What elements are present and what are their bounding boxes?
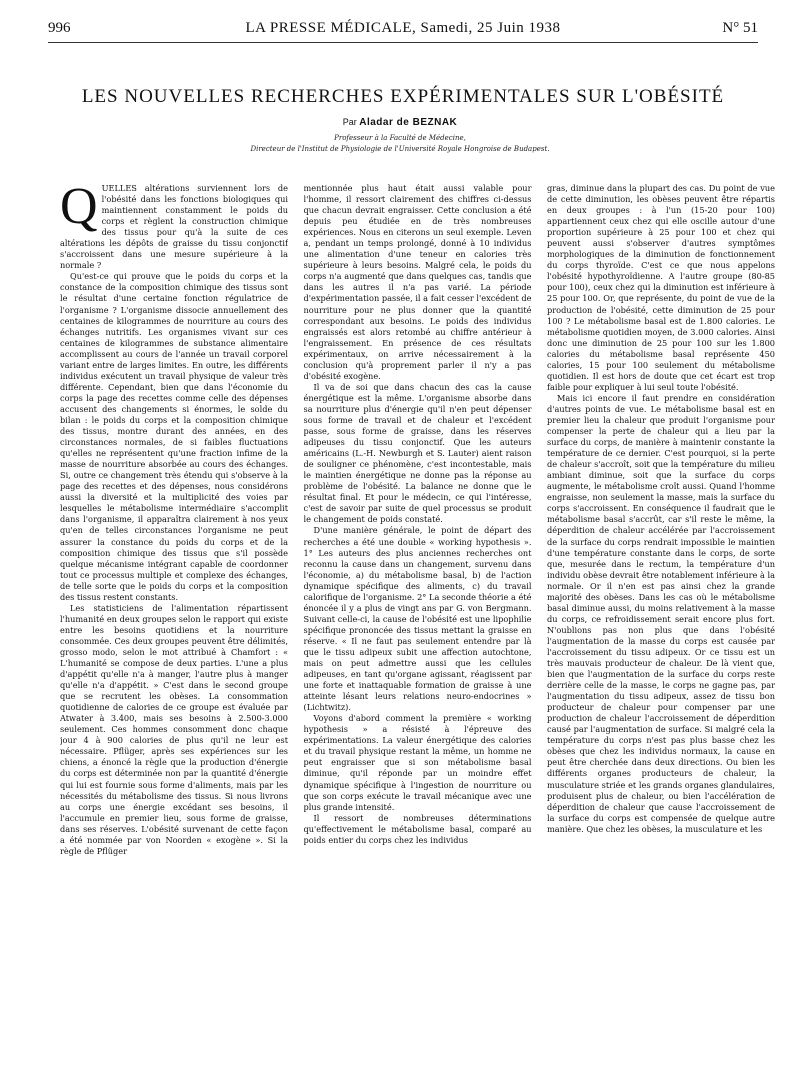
drop-cap: Q bbox=[60, 183, 98, 235]
paragraph: Qu'est-ce qui prouve que le poids du corps et la constance de la composition chimique des tissus sont le résultat d'une certaine fonction régulatrice de l'organisme ? L'organisme dissocie annuellement des centaines de kilogrammes de nourriture au cours des échanges nutritifs. Les organismes vivant sur ces centaines de kilogrammes de substance alimentaire accomplissent au cours de l'année un travail corporel variant entre de larges limites. En outre, les différents individus exécutent un travail physique de valeur très différente. Cependant, bien que dans l'économie du corps la page des recettes comme celle des dépenses accusent des changements si énormes, le solde du bilan : le poids du corps et la composition chimique des tissus, montre durant des années, en des circonstances normales, de si faibles fluctuations qu'elles ne représentent qu'une fraction infime de la masse de nourriture absorbée au cours des échanges. Si, outre ce changement très étendu qui s'observe à la page des recettes et des dépenses, nous considérons aussi la diversité et la multiplicité des voies par lesquelles le métabolisme intermédiaire s'accomplit dans l'organisme, il apparaîtra clairement à nos yeux qu'en de telles circonstances l'organisme ne peut assurer la constance du poids du corps et de la composition chimique des tissus que s'il possède quelque mécanisme intégrant capable de coordonner tout ce processus multiple et complexe des échanges, de telle sorte que le poids du corps et la composition des tissus restent constants. bbox=[60, 271, 288, 602]
page-number: 996 bbox=[48, 20, 71, 36]
author-name: Aladar de BEZNAK bbox=[359, 117, 458, 128]
paragraph: gras, diminue dans la plupart des cas. Du point de vue de cette diminution, les obèses peuvent être répartis en deux groupes : à l'un (15-20 pour 100) appartiennent ceux chez qui elle oscille autour d'une proportion supérieure à 25 pour 100 et chez qui peuvent aussi s'observer d'autres symptômes morphologiques de la diminution de fonctionnement du corps thyroïde. C'est ce que nous appelons l'obésité hypothyroïdienne. A l'autre groupe (80-85 pour 100), ceux chez qui la diminution est inférieure à 25 pour 100. Or, que représente, du point de vue de la production de l'obésité, cette diminution de 25 pour 100 ? Le métabolisme basal est de 1.800 calories. Le métabolisme quotidien moyen, de 3.000 calories. Ainsi donc une diminution de 25 pour 100 sur les 1.800 calories du métabolisme basal représente 450 calories, 15 pour 100 seulement du métabolisme quotidien. Il est hors de doute que cet écart est trop faible pour expliquer à lui seul toute l'obésité. bbox=[547, 183, 775, 392]
running-header bbox=[48, 20, 758, 43]
affiliation-line-1: Professeur à la Faculté de Médecine, bbox=[334, 134, 466, 142]
paragraph: Il va de soi que dans chacun des cas la cause énergétique est la même. L'organisme absorbe dans sa nourriture plus d'énergie qu'il n'en peut dépenser sous forme de travail et de chaleur et l'excédent passe, sous forme de graisse, dans les réserves adipeuses du tissu conjonctif. Que les auteurs américains (L.-H. Newburgh et S. Lauter) aient raison de souligner ce phénomène, c'est incontestable, mais le maintien énergétique ne donne pas la réponse au problème de l'obésité. La balance ne donne que le résultat final. Et pour le médecin, ce qui l'intéresse, c'est de savoir par suite de quel processus se produit le changement de poids constaté. bbox=[303, 381, 532, 525]
paragraph: UELLES altérations surviennent lors de l'obésité dans les fonctions biologiques qui maintiennent constamment le poids du corps et règlent la construction chimique des tissus pour qu'à la suite de ces altérations les dépôts de graisse du tissu conjonctif s'accroissent dans une mesure supérieure à la normale ? bbox=[60, 183, 288, 271]
column-2 bbox=[304, 183, 532, 1068]
column-1 bbox=[60, 183, 288, 1068]
paragraph: Voyons d'abord comment la première « working hypothesis » a résisté à l'épreuve des expérimentations. La valeur énergétique des calories et du travail physique restant la même, un homme ne peut engraisser que si son métabolisme basal diminue, qu'il réponde par un moindre effet dynamique spécifique à l'ingestion de nourriture ou que son corps exécute le travail mécanique avec une plus grande intensité. bbox=[303, 713, 532, 812]
paragraph: mentionnée plus haut était aussi valable pour l'homme, il ressort clairement des chiffres ci-dessus que chacun devrait engraisser. Cette conclusion a été depuis peu étudiée en de très nombreuses expériences. Nous en citerons un seul exemple. Leven a, pendant un temps prolongé, donné à 10 individus une alimentation d'une teneur en calories très supérieure à leurs besoins. Malgré cela, le poids du corps n'a augmenté que dans quelques cas, tandis que dans les autres il n'a pas varié. La période d'expérimentation passée, il a fait cesser l'excédent de nourriture pour ne plus donner que la quantité correspondant aux besoins. Le poids des individus engraissés est alors retombé au chiffre antérieur à l'engraissement. En présence de ces résultats expérimentaux, on arrive nécessairement à la conclusion qu'à proprement parler il n'y a pas d'obésité exogène. bbox=[303, 183, 532, 381]
paragraph: D'une manière générale, le point de départ des recherches a été une double « working hypothesis ». 1° Les auteurs des plus anciennes recherches ont reconnu la cause dans un changement, survenu dans l'économie, a) du métabolisme basal, b) de l'action dynamique spécifique des aliments, c) du travail calorifique de l'organisme. 2° La seconde théorie a été énoncée il y a plus de vingt ans par G. von Bergmann. Suivant celle-ci, la cause de l'obésité est une lipophilie spécifique prononcée des tissus mettant la graisse en réserve. « Il ne faut pas seulement entendre par là que le tissu adipeux subit une affection autochtone, mais on peut admettre aussi que les cellules adipeuses, en tant qu'organe agissant, réagissent par une forte et inattaquable formation de graisse à une atteinte lésant leurs relations neuro-endocrines » (Lichtwitz). bbox=[303, 525, 532, 713]
column-3 bbox=[547, 183, 775, 1068]
issue-number: N° 51 bbox=[722, 20, 758, 36]
paragraph: Il ressort de nombreuses déterminations qu'effectivement le métabolisme basal, comparé au poids entier du corps chez les individus bbox=[303, 812, 532, 845]
paragraph: Mais ici encore il faut prendre en considération d'autres points de vue. Le métabolisme basal est en premier lieu la chaleur que produit l'organisme pour compenser la perte de chaleur qui a lieu par la surface du corps, de manière à maintenir constante la température de ce dernier. C'est pourquoi, si la perte de chaleur s'accroît, soit que la température du milieu ambiant diminue, soit que la surface du corps augmente, le métabolisme croît aussi. Quand l'homme engraisse, non seulement la masse, mais la surface du corps s'accroissent. En conséquence il faudrait que le métabolisme basal s'accrût, car s'il reste le même, la déperdition de chaleur accélérée par l'accroissement de la surface du corps rendrait impossible le maintien d'une température constante dans le corps, de sorte que, mesurée dans le rectum, la température d'un individu obèse devrait être notablement inférieure à la normale. Or il n'en est pas ainsi chez la grande majorité des obèses. Dans les cas où le métabolisme basal diminue aussi, du moins relativement à la masse du corps, ce refroidissement serait encore plus fort. N'oublions pas non plus que dans l'obésité l'augmentation de la masse du corps est causée par l'accroissement du tissu adipeux. Or ce tissu est un très mauvais producteur de chaleur. De là vient que, bien que l'augmentation de la surface du corps reste derrière celle de la masse, le corps ne gagne pas, par l'augmentation du tissu adipeux, assez de tissu bon producteur de chaleur pour compenser par une production de chaleur l'accroissement de déperdition causé par l'augmentation de surface. Si malgré cela la température du corps n'est pas plus basse chez les obèses que chez les individus normaux, la cause en peut être cherchée dans deux directions. Ou bien les différents organes producteurs de chaleur, la musculature striée et les grands organes glandulaires, produisent plus de chaleur, ou bien l'accélération de déperdition de chaleur que cause l'accroissement de la surface du corps est compensée de quelque autre manière. Que chez les obèses, la musculature et les bbox=[547, 392, 775, 834]
paragraph: Les statisticiens de l'alimentation répartissent l'humanité en deux groupes selon le rapport qui existe entre les besoins quotidiens et la nourriture consommée. Ces deux groupes peuvent être délimités, grosso modo, selon le mot attribué à Chamfort : « L'humanité se compose de deux parties. L'une a plus d'appétit qu'elle n'a à manger, l'autre plus à manger qu'elle n'a d'appétit. » C'est dans le second groupe que se recrutent les obèses. La consommation quotidienne de calories de ce groupe est évaluée par Atwater à 3.400, mais ses besoins à 2.500-3.000 seulement. Ces hommes consomment donc chaque jour 4 à 900 calories de plus qu'il ne leur est nécessaire. Pflüger, après ses expériences sur les chiens, a énoncé la règle que la production d'énergie du corps est déterminée non par la quantité d'énergie qui lui est fournie sous forme d'aliments, mais par les nécessités du métabolisme des tissus. Si nous livrons au corps une énergie excédant ses besoins, il l'accumule en premier lieu, sous forme de graisse, dans ses réserves. L'obésité survenant de cette façon a été nommée par von Noorden « exogène ». Si la règle de Pflüger bbox=[60, 602, 288, 856]
author-prefix: Par bbox=[342, 117, 357, 127]
article-title: LES NOUVELLES RECHERCHES EXPÉRIMENTALES SUR L'OBÉSITÉ bbox=[81, 86, 725, 107]
article-body bbox=[60, 183, 775, 1068]
author-line bbox=[0, 117, 800, 128]
affiliation-line-2: Directeur de l'Institut de Physiologie de l'Université Royale Hongroise de Budapest. bbox=[250, 145, 550, 153]
journal-header: LA PRESSE MÉDICALE, Samedi, 25 Juin 1938 bbox=[245, 20, 561, 36]
